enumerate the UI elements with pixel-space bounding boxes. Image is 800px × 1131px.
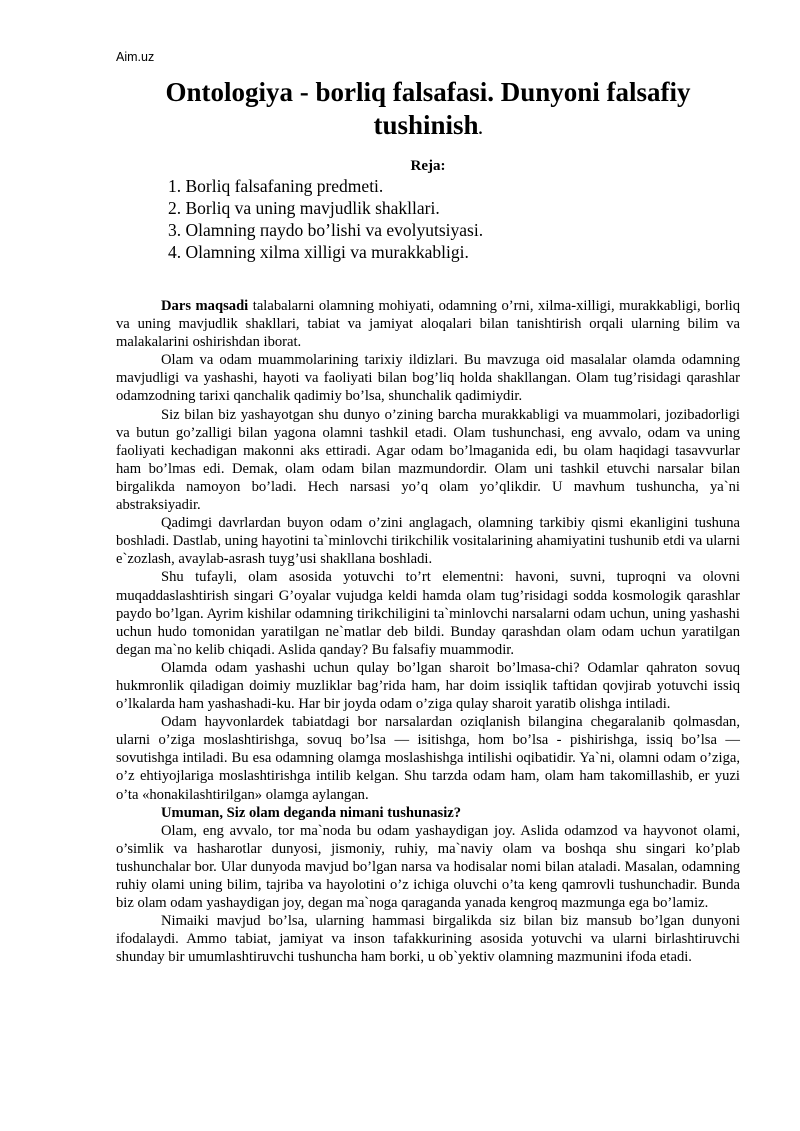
site-label: Aim.uz (116, 50, 155, 64)
body-paragraph: Qadimgi davrlardan buyon odam o’zini anglagach, olamning tarkibiy qismi ekanligini tushuna boshladi. Dastlab, uning hayotini ta`minlovchi tirikchilik vositalarining ahamiyatini tushunib etdi va ularni e`zozlash, avaylab-asrash tuyg’usi shakllana boshladi. (116, 515, 740, 568)
title-text: Ontologiya - borliq falsafasi. Dunyoni falsafiy tushinish (165, 77, 691, 140)
intro-text: talabalarni olamning mohiyati, odamning o’rni, xilma-xilligi, murakkabligi, borliq va uning mavjudlik shakllari, tabiat va jamiyat aloqalari bilan tanishtirish orqali ularning bilim va malakalarini oshirishdan iborat. (116, 298, 741, 351)
document-title (116, 76, 740, 146)
body-paragraph: Siz bilan biz yashayotgan shu dunyo o’zining barcha murakkabligi va muammolari, jozibadorligi va butun go’zalligi bilan yagona olamni tashkil etadi. Olam tushunchasi, eng avvalo, odam va uning faoliyati kechadigan makonni aks ettiradi. Agar odam bo’lmaganida edi, bu olam haqidagi tasavvurlar ham bo’lmas edi. Demak, olam odam bilan mazmundordir. Olam uni tashkil etuvchi narsalar bilan birgalikda namoyon bo’ladi. Hech narsasi yo’q olam yo’qlikdir. U mavhum tushuncha, ya`ni abstraksiyadir. (116, 406, 740, 514)
plan-item: 2. Borliq va uning mavjudlik shakllari. (168, 198, 440, 218)
body-paragraph: Olamda odam yashashi uchun qulay bo’lgan sharoit bo’lmasa-chi? Odamlar qahraton sovuq hukmronlik qiladigan doimiy muzliklar bag’rida ham, har doim issiqlik taftidan qovjirab yotuvchi issiq o’lkalarda ham yashashadi-ku. Har bir joyda odam o’ziga qulay sharoit yaratib olishga intiladi. (116, 659, 740, 713)
body-paragraph: Nimaiki mavjud bo’lsa, ularning hammasi birgalikda siz bilan biz mansub bo’lgan dunyoni ifodalaydi. Ammo tabiat, jamiyat va inson tafakkurining asosida yotuvchi va ularni birlashtiruvchi shunday bir umumlashtiruvchi tushuncha ham borki, u ob`yektiv olamning mazmunini ifoda etadi. (116, 913, 740, 966)
plan-heading: Reja: (410, 158, 446, 174)
document-body (116, 297, 740, 966)
plan-list (168, 175, 483, 263)
intro-lead: Dars maqsadi (161, 298, 249, 314)
body-paragraph: Olam, eng avvalo, tor ma`noda bu odam yashaydigan joy. Aslida odamzod va hayvonot olami, o’simlik va hasharotlar dunyosi, jismoniy, ruhiy, ma`naviy olam va boshqa shu singari ko’plab tushunchalar bor. Ular dunyoda mavjud bo’lgan narsa va hodisalar nomi bilan ataladi. Masalan, odamning ruhiy olami uning bilim, tajriba va hayolotini o’z ichiga oluvchi o’ta keng qamrovli tushunchadir. Bunda biz olam odam yashaydigan joy, degan ma`noga qaraganda yanada kengroq mazmunga ega bo’lamiz. (116, 822, 740, 912)
plan-item: 4. Olamning xilma xilligi va murakkabligi. (168, 242, 469, 262)
intro-paragraph (116, 297, 740, 351)
body-paragraph: Odam hayvonlardek tabiatdagi bor narsalardan oziqlanish bilangina chegaralanib qolmasdan, ularni o’ziga moslashtirishga, sovuq bo’lsa — isitishga, hom bo’lsa - pishirishga, issiq bo’lsa — sovutishga intiladi. Bu esa odamning olamga moslashishga intilishi oqibatidir. Ya`ni, olamni odam o’ziga, o’z ehtiyojlariga moslashtirishga intilib kelgan. Shu tarzda odam ham, olam ham takomillashib, er yuzi o’ta «honakilashtirilgan» olamga aylangan. (116, 714, 740, 803)
body-paragraph: Shu tufayli, olam asosida yotuvchi to’rt elementni: havoni, suvni, tuproqni va olovni muqaddaslashtirish singari G’oyalar vujudga keldi hamda olam tug’risidagi sodda kosmologik qarashlar paydo bo’lgan. Ayrim kishilar odamning tirikchiligini ta`minlovchi narsalarni odam uchun, uning yashashi uchun hudo tomonidan yaratilgan ne`matlar deb bildi. Bunday qarashdan olam odam uchun yaratilgan degan ma`no kelib chiqadi. Aslida qanday? Bu falsafiy muammodir. (116, 569, 740, 658)
plan-item: 3. Olamning паydo bo’lishi va evolyutsiyasi. (168, 220, 484, 240)
body-paragraph: Olam va odam muammolarining tarixiy ildizlari. Bu mavzuga oid masalalar olamda odamning mavjudligi va yashashi, hayoti va faoliyati bilan bog’liq holda shakllangan. Olam tug’risidagi qarashlar odamzodning tarixi qanchalik qadimiy bo’lsa, shunchalik qadimiydir. (116, 352, 740, 405)
section-question: Umuman, Siz olam deganda nimani tushunasiz? (161, 804, 462, 821)
title-suffix: . (478, 121, 483, 138)
plan-item: 1. Borliq falsafaning predmeti. (168, 176, 384, 196)
